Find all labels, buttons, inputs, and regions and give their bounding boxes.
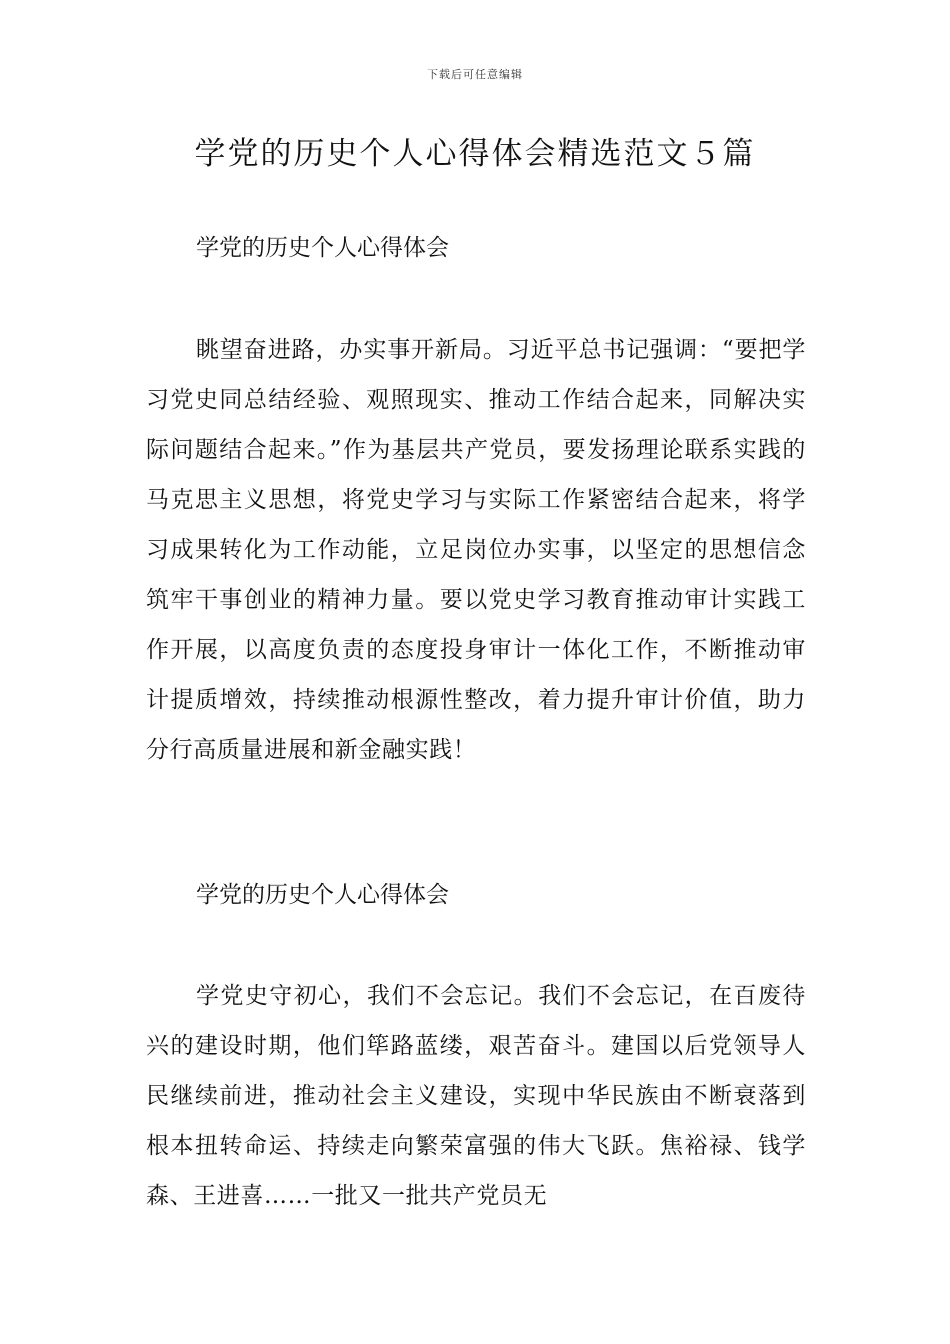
- section-heading: 学党的历史个人心得体会: [196, 235, 449, 261]
- document-title: 学党的历史个人心得体会精选范文５篇: [194, 136, 756, 172]
- section-paragraph: 学党史守初心，我们不会忘记。我们不会忘记，在百废待兴的建设时期，他们筚路蓝缕，艰苦奋斗。建国以后党领导人民继续前进，推动社会主义建设，实现中华民族由不断衰落到根本扭转命运、持续走向繁荣富强的伟大飞跃。焦裕禄、钱学森、王进喜……一批又一批共产党员无: [146, 983, 806, 1209]
- page-header-note: 下载后可任意编辑: [427, 68, 523, 81]
- section-paragraph: 眺望奋进路，办实事开新局。习近平总书记强调：“要把学习党史同总结经验、观照现实、推动工作结合起来，同解决实际问题结合起来。”作为基层共产党员，要发扬理论联系实践的马克思主义思想，将党史学习与实际工作紧密结合起来，将学习成果转化为工作动能，立足岗位办实事，以坚定的思想信念筑牢干事创业的精神力量。要以党史学习教育推动审计实践工作开展，以高度负责的态度投身审计一体化工作，不断推动审计提质增效，持续推动根源性整改，着力提升审计价值，助力分行高质量进展和新金融实践！: [146, 337, 806, 763]
- section-heading: 学党的历史个人心得体会: [196, 882, 449, 908]
